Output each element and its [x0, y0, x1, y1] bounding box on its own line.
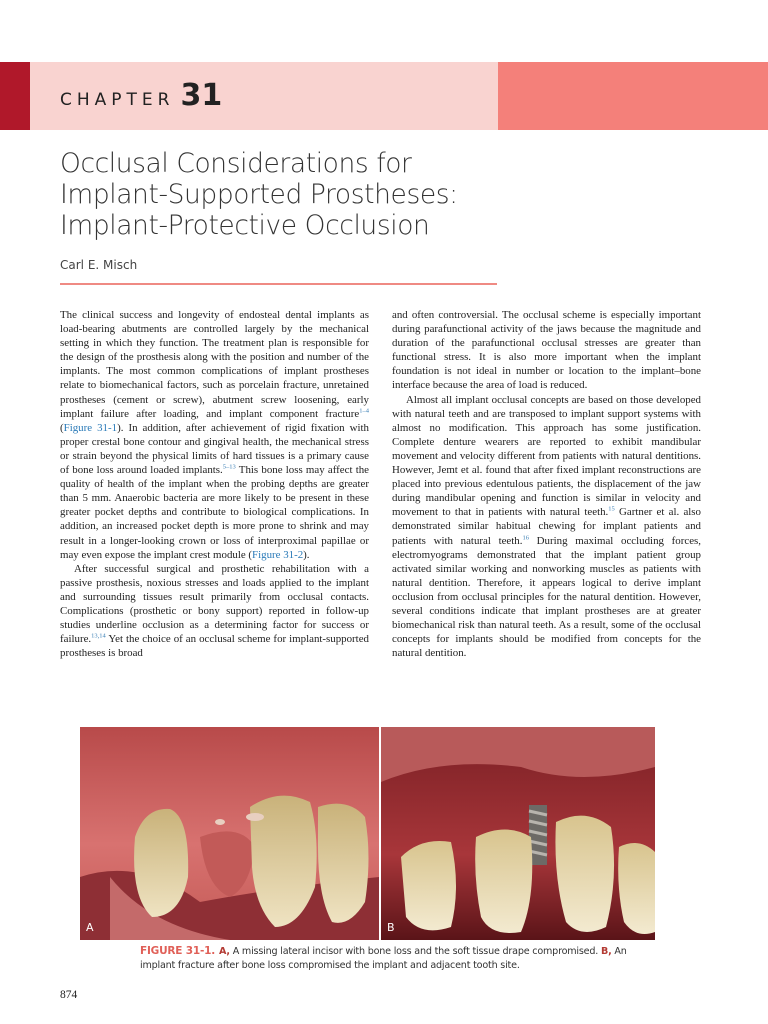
title-line-1: Occlusal Considerations for: [60, 148, 412, 179]
paragraph: After successful surgical and prosthetic rehabilitation with a passive prosthesis, noxious stresses and loads applied to the implant and surrounding tissues result primarily from occlusal contacts. Complications (prosthetic or bony support) reported in follow-up studies underline occlusion as a determining factor for success or failure.$^{13,14}$ Yet the choice of an occlusal scheme for implant-supported prostheses is broad: [60, 562, 369, 660]
paragraph: Almost all implant occlusal concepts are based on those developed with natural teeth and are transposed to implant support systems with almost no modification. This approach has some justification. Complete denture wearers are reported to exhibit mandibular movement and velocity different from patients with natural dentitions. However, Jemt et al. found that after fixed implant reconstructions are placed into previous edentulous patients, the displacement of the jaw during mandibular opening and function is similar in velocity and movement to that in patients with natural teeth.$^{15}$ Gartner et al. also demonstrated similar habitual chewing for implant patients and patients with natural teeth.$^{16}$ During maximal occluding forces, electromyograms demonstrated that the implant patient group activated similar working and nonworking muscles as patients with natural dentition. Therefore, it appears logical to derive implant occlusion from occlusal principles for the natural dentition. However, several conditions indicate that implant prostheses are at greater biomechanical risk than natural teeth. As a result, some of the occlusal concepts for implants should be modified from concepts for the natural dentition.: [392, 393, 702, 660]
figure-caption: FIGURE 31-1. A, A missing lateral incisor with bone loss and the soft tissue drape compromised. B, An implant fracture after bone loss compromised the implant and adjacent tooth site.: [140, 945, 627, 971]
panel-label-b: B: [387, 921, 395, 934]
title-rule: [60, 283, 497, 285]
reference-link[interactable]: 13,14: [91, 632, 106, 640]
intraoral-photo-a: [80, 727, 379, 940]
header-band-coral: [498, 62, 768, 130]
panel-label-a: A: [86, 921, 94, 934]
author-name: Carl E. Misch: [60, 258, 138, 272]
chapter-word: CHAPTER: [60, 90, 175, 110]
figure-photo-a: [80, 727, 379, 940]
figure-link[interactable]: Figure 31-2: [252, 548, 304, 561]
body-column-right: [392, 308, 701, 660]
intraoral-photo-b: [381, 727, 655, 940]
body-column-left: [60, 308, 369, 660]
figure-photo-b: [381, 727, 655, 940]
page-number: 874: [60, 989, 78, 1001]
reference-link[interactable]: 5–13: [222, 463, 236, 471]
figure-link[interactable]: Figure 31-1: [63, 421, 118, 434]
reference-link[interactable]: 15: [608, 505, 615, 513]
paragraph: The clinical success and longevity of endosteal dental implants as load-bearing abutments are controlled largely by the mechanical setting in which they function. The treatment plan is responsible for the design of the prosthesis along with the position and number of the implants. The most common complications of implant prostheses relate to biomechanical factors, such as porcelain fracture, unretained prostheses (cement or screw), abutment screw loosening, early implant failure after loading, and implant component fracture$^{1-4}$ (Figure 31-1). In addition, after achievement of rigid fixation with proper crestal bone contour and gingival health, the mechanical stress or strain beyond the physical limits of hard tissues is a primary cause of bone loss around loaded implants.$^{5-13}$ This bone loss may affect the quality of health of the implant when the probing depths are greater than 5 mm. Anaerobic bacteria are more likely to be present in these greater pocket depths and contribute to biological complications. In addition, an increased pocket depth is more prone to shrink and may result in a longer-looking crown or loss of interproximal papillae or may even expose the implant crest module (Figure 31-2).: [60, 309, 370, 561]
reference-link[interactable]: 1–4: [359, 407, 369, 415]
reference-link[interactable]: 16: [522, 533, 529, 541]
chapter-number: 31: [180, 78, 223, 113]
chapter-title: [60, 148, 480, 241]
paragraph: and often controversial. The occlusal scheme is especially important during parafunctional activity of the jaws because the magnitude and duration of the parafunctional occlusal stresses are greater than functional stress. It is also more important when the implant foundation is not ideal in number or location to the implant–bone interface because the area of load is reduced.: [392, 309, 701, 392]
figure-caption-label: FIGURE 31-1.: [140, 945, 216, 957]
header-band-dark: [0, 62, 30, 130]
title-line-3: Implant-Protective Occlusion: [60, 210, 430, 241]
title-line-2: Implant-Supported Prostheses:: [60, 179, 458, 210]
chapter-heading: [60, 78, 222, 113]
